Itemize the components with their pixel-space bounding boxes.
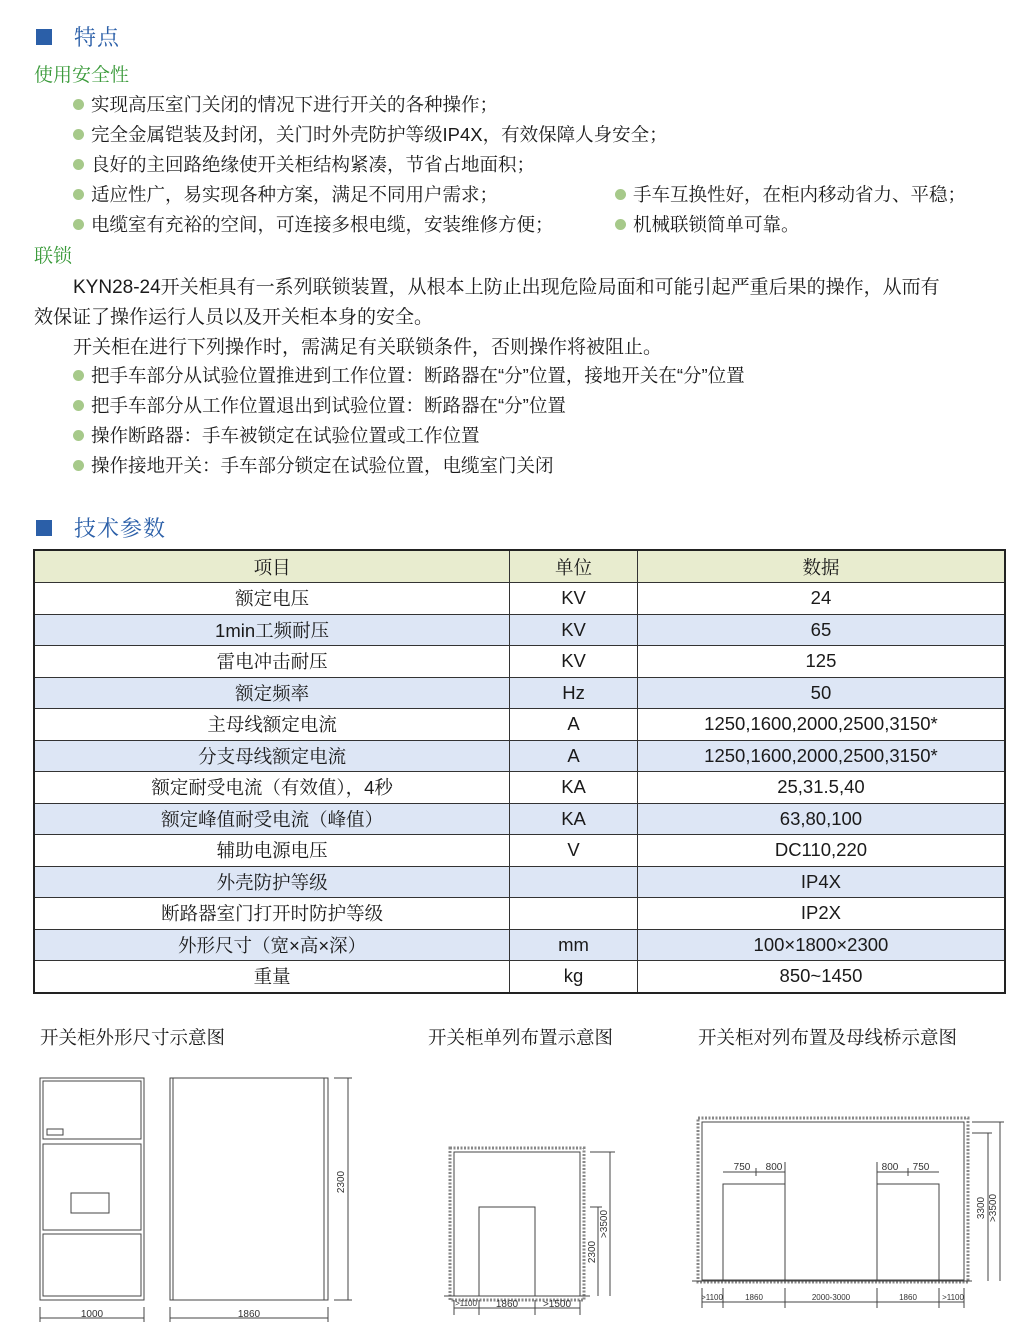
cell-value: DC110,220 xyxy=(637,835,1005,867)
dim-br: >1100 xyxy=(942,1293,964,1302)
table-row xyxy=(34,835,1005,867)
bullet-dot-icon xyxy=(73,189,84,200)
table-row xyxy=(34,803,1005,835)
interlock-paragraph-line1: KYN28-24开关柜具有一系列联锁装置，从根本上防止出现危险局面和可能引起严重后果的操作，从而有 xyxy=(73,277,940,298)
cell-item: 额定耐受电流（有效值），4秒 xyxy=(34,772,510,804)
section-square-icon xyxy=(36,29,52,45)
cell-item: 1min工频耐压 xyxy=(34,614,510,646)
table-row xyxy=(34,898,1005,930)
dim-height: 2300 xyxy=(336,1170,347,1194)
cell-item: 辅助电源电压 xyxy=(34,835,510,867)
tech-spec-table xyxy=(33,549,1006,994)
cell-value: 63,80,100 xyxy=(637,803,1005,835)
bullet-dot-icon xyxy=(73,219,84,230)
cell-value: 100×1800×2300 xyxy=(637,929,1005,961)
features-title: 特点 xyxy=(74,25,121,50)
cell-value: 50 xyxy=(637,677,1005,709)
dim-b-d2: 1860 xyxy=(899,1293,917,1302)
bullet-dot-icon xyxy=(73,129,84,140)
safety-bullet: 适应性广，易实现各种方案，满足不同用户需求； xyxy=(73,181,498,207)
cell-unit: KV xyxy=(510,614,638,646)
cell-item: 额定频率 xyxy=(34,677,510,709)
table-row xyxy=(34,614,1005,646)
cabinet-window xyxy=(71,1193,109,1213)
dim-depth: 1860 xyxy=(237,1309,261,1320)
interlock-paragraph2: 开关柜在进行下列操作时，需满足有关联锁条件，否则操作将被阻止。 xyxy=(73,337,663,358)
cell-unit: V xyxy=(510,835,638,867)
table-row xyxy=(34,740,1005,772)
cell-value: IP4X xyxy=(637,866,1005,898)
cell-unit xyxy=(510,898,638,930)
interlock-bullet: 操作接地开关：手车部分锁定在试验位置，电缆室门关闭 xyxy=(73,452,554,478)
header-item: 项目 xyxy=(34,550,510,583)
dim-right: >1500 xyxy=(542,1299,572,1310)
cell-value: IP2X xyxy=(637,898,1005,930)
cell-unit: kg xyxy=(510,961,638,993)
bullet-dot-icon xyxy=(73,460,84,471)
cell-unit: KA xyxy=(510,803,638,835)
dim-b2: 750 xyxy=(912,1162,930,1173)
table-row xyxy=(34,929,1005,961)
interlock-bullet: 操作断路器：手车被锁定在试验位置或工作位置 xyxy=(73,422,480,448)
fig3-title: 开关柜对列布置及母线桥示意图 xyxy=(698,1027,958,1048)
cabinet-left xyxy=(723,1184,785,1281)
cell-item: 断路器室门打开时防护等级 xyxy=(34,898,510,930)
tech-section-header xyxy=(36,512,166,543)
fig2-title: 开关柜单列布置示意图 xyxy=(428,1027,614,1048)
table-row xyxy=(34,583,1005,615)
fig2-single-row-drawing xyxy=(440,1060,620,1325)
features-section-header xyxy=(36,21,120,52)
fig1-title: 开关柜外形尺寸示意图 xyxy=(40,1027,226,1048)
cell-value: 1250,1600,2000,2500,3150* xyxy=(637,740,1005,772)
dim-left: >1100 xyxy=(455,1299,477,1308)
header-value: 数据 xyxy=(637,550,1005,583)
cell-value: 850~1450 xyxy=(637,961,1005,993)
interlock-paragraph-line2: 效保证了操作运行人员以及开关柜本身的安全。 xyxy=(34,307,434,328)
cabinet-outline xyxy=(479,1207,535,1296)
cell-unit: mm xyxy=(510,929,638,961)
interlock-bullet: 把手车部分从工作位置退出到试验位置：断路器在“分”位置 xyxy=(73,392,566,418)
cell-unit: KV xyxy=(510,583,638,615)
bullet-dot-icon xyxy=(73,99,84,110)
dim-h1: 2300 xyxy=(587,1240,598,1264)
cell-value: 65 xyxy=(637,614,1005,646)
dim-b-mid: 2000-3000 xyxy=(811,1293,851,1302)
cell-item: 主母线额定电流 xyxy=(34,709,510,741)
cell-value: 1250,1600,2000,2500,3150* xyxy=(637,709,1005,741)
cabinet-side-outline xyxy=(170,1078,328,1300)
dim-h2: >3500 xyxy=(599,1209,610,1239)
table-row xyxy=(34,709,1005,741)
dim-a2: 800 xyxy=(765,1162,783,1173)
cell-unit: KV xyxy=(510,646,638,678)
cell-unit: Hz xyxy=(510,677,638,709)
dim-b1: 800 xyxy=(881,1162,899,1173)
cell-value: 25,31.5,40 xyxy=(637,772,1005,804)
table-row xyxy=(34,866,1005,898)
dim-bl: >1100 xyxy=(701,1293,723,1302)
table-row xyxy=(34,772,1005,804)
safety-bullet-right: 机械联锁简单可靠。 xyxy=(615,211,800,237)
interlock-bullet: 把手车部分从试验位置推进到工作位置：断路器在“分”位置，接地开关在“分”位置 xyxy=(73,362,745,388)
bullet-dot-icon xyxy=(73,159,84,170)
table-row xyxy=(34,961,1005,993)
table-row xyxy=(34,677,1005,709)
cell-item: 外壳防护等级 xyxy=(34,866,510,898)
table-header-row xyxy=(34,550,1005,583)
cell-value: 24 xyxy=(637,583,1005,615)
cell-value: 125 xyxy=(637,646,1005,678)
dim-a1: 750 xyxy=(733,1162,751,1173)
header-unit: 单位 xyxy=(510,550,638,583)
cell-unit: A xyxy=(510,709,638,741)
cell-item: 额定电压 xyxy=(34,583,510,615)
bullet-dot-icon xyxy=(73,400,84,411)
cell-unit: KA xyxy=(510,772,638,804)
fig3-double-row-drawing xyxy=(690,1060,1035,1330)
table-row xyxy=(34,646,1005,678)
bullet-dot-icon xyxy=(615,219,626,230)
safety-heading: 使用安全性 xyxy=(34,65,130,86)
dim-h2: >3500 xyxy=(988,1193,999,1223)
cell-item: 额定峰值耐受电流（峰值） xyxy=(34,803,510,835)
cell-unit xyxy=(510,866,638,898)
cabinet-front-outline xyxy=(40,1078,144,1300)
bullet-dot-icon xyxy=(73,370,84,381)
dim-b-d1: 1860 xyxy=(745,1293,763,1302)
safety-bullet: 良好的主回路绝缘使开关柜结构紧凑，节省占地面积； xyxy=(73,151,535,177)
cell-item: 分支母线额定电流 xyxy=(34,740,510,772)
cell-item: 重量 xyxy=(34,961,510,993)
section-square-icon xyxy=(36,520,52,536)
safety-bullet: 实现高压室门关闭的情况下进行开关的各种操作； xyxy=(73,91,498,117)
dim-h1: 3300 xyxy=(976,1196,987,1220)
cell-item: 雷电冲击耐压 xyxy=(34,646,510,678)
cabinet-right xyxy=(877,1184,939,1281)
interlock-heading: 联锁 xyxy=(34,246,73,267)
tech-title: 技术参数 xyxy=(74,516,167,541)
safety-bullet: 完全金属铠装及封闭，关门时外壳防护等级IP4X，有效保障人身安全； xyxy=(73,121,668,147)
cell-unit: A xyxy=(510,740,638,772)
fig1-cabinet-drawing xyxy=(32,1060,362,1335)
bullet-dot-icon xyxy=(615,189,626,200)
safety-bullet-right: 手车互换性好，在柜内移动省力、平稳； xyxy=(615,181,966,207)
cell-item: 外形尺寸（宽×高×深） xyxy=(34,929,510,961)
dim-mid: 1860 xyxy=(495,1299,519,1310)
safety-bullet: 电缆室有充裕的空间，可连接多根电缆，安装维修方便； xyxy=(73,211,554,237)
dim-width: 1000 xyxy=(80,1309,104,1320)
bullet-dot-icon xyxy=(73,430,84,441)
